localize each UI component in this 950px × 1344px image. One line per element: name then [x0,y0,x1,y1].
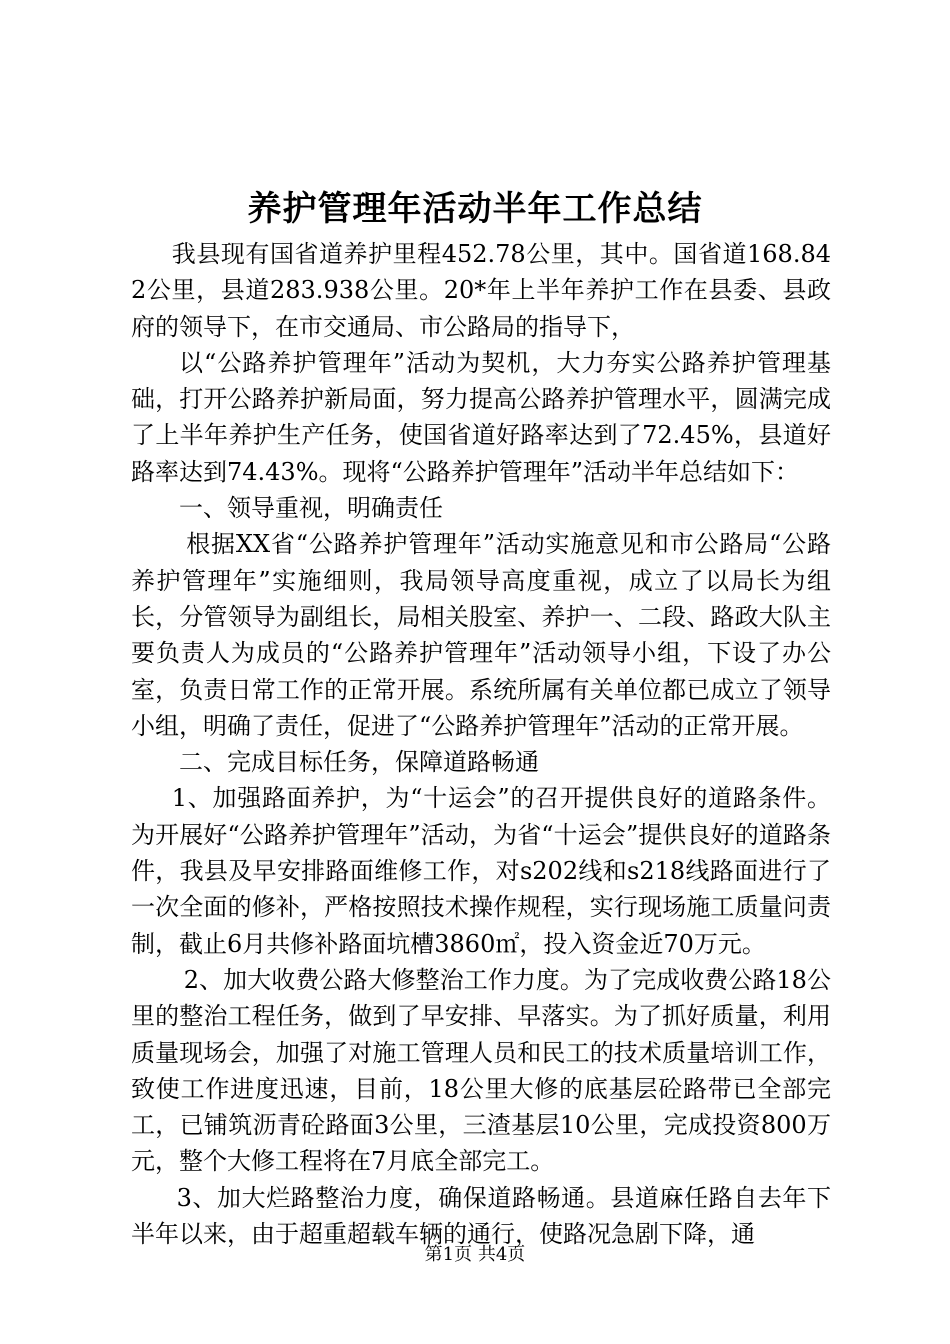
page-number: 第1页 共4页 [424,1244,526,1265]
intro-paragraph: 我县现有国省道养护里程452.78公里，其中。国省道168.842公里，县道283.938公里。20*年上半年养护工作在县委、县政府的领导下，在市交通局、市公路局的指导下， [131,240,831,341]
document-title: 养护管理年活动半年工作总结 [247,189,703,229]
section-heading-2: 二、完成目标任务，保障道路畅通 [179,748,539,777]
item-2-paragraph: 2、加大收费公路大修整治工作力度。为了完成收费公路18公里的整治工程任务，做到了早安排、早落实。为了抓好质量，利用质量现场会，加强了对施工管理人员和民工的技术质量培训工作，致使工作进度迅速，目前，18公里大修的底基层砼路带已全部完工，已铺筑沥青砼路面3公里，三渣基层10公里，完成投资800万元，整个大修工程将在7月底全部完工。 [131,965,831,1176]
item-1-paragraph: 1、加强路面养护，为“十运会”的召开提供良好的道路条件。为开展好“公路养护管理年”活动，为省“十运会”提供良好的道路条件，我县及早安排路面维修工作，对s202线和s218线路面进行了一次全面的修补，严格按照技术操作规程，实行现场施工质量问责制，截止6月共修补路面坑槽3860㎡，投入资金近70万元。 [131,784,831,958]
document-body [131,236,831,1252]
section-heading-1: 一、领导重视，明确责任 [179,494,443,523]
item-3-paragraph: 3、加大烂路整治力度，确保道路畅通。县道麻任路自去年下半年以来，由于超重超载车辆的通行，使路况急剧下降，通 [131,1183,831,1249]
overview-paragraph: 以“公路养护管理年”活动为契机，大力夯实公路养护管理基础，打开公路养护新局面，努力提高公路养护管理水平，圆满完成了上半年养护生产任务，使国省道好路率达到了72.45%，县道好路率达到74.43%。现将“公路养护管理年”活动半年总结如下： [131,348,831,486]
section-1-paragraph: 根据XX省“公路养护管理年”活动实施意见和市公路局“公路养护管理年”实施细则，我局领导高度重视，成立了以局长为组长，分管领导为副组长，局相关股室、养护一、二段、路政大队主要负责人为成员的“公路养护管理年”活动领导小组，下设了办公室，负责日常工作的正常开展。系统所属有关单位都已成立了领导小组，明确了责任，促进了“公路养护管理年”活动的正常开展。 [131,530,831,740]
